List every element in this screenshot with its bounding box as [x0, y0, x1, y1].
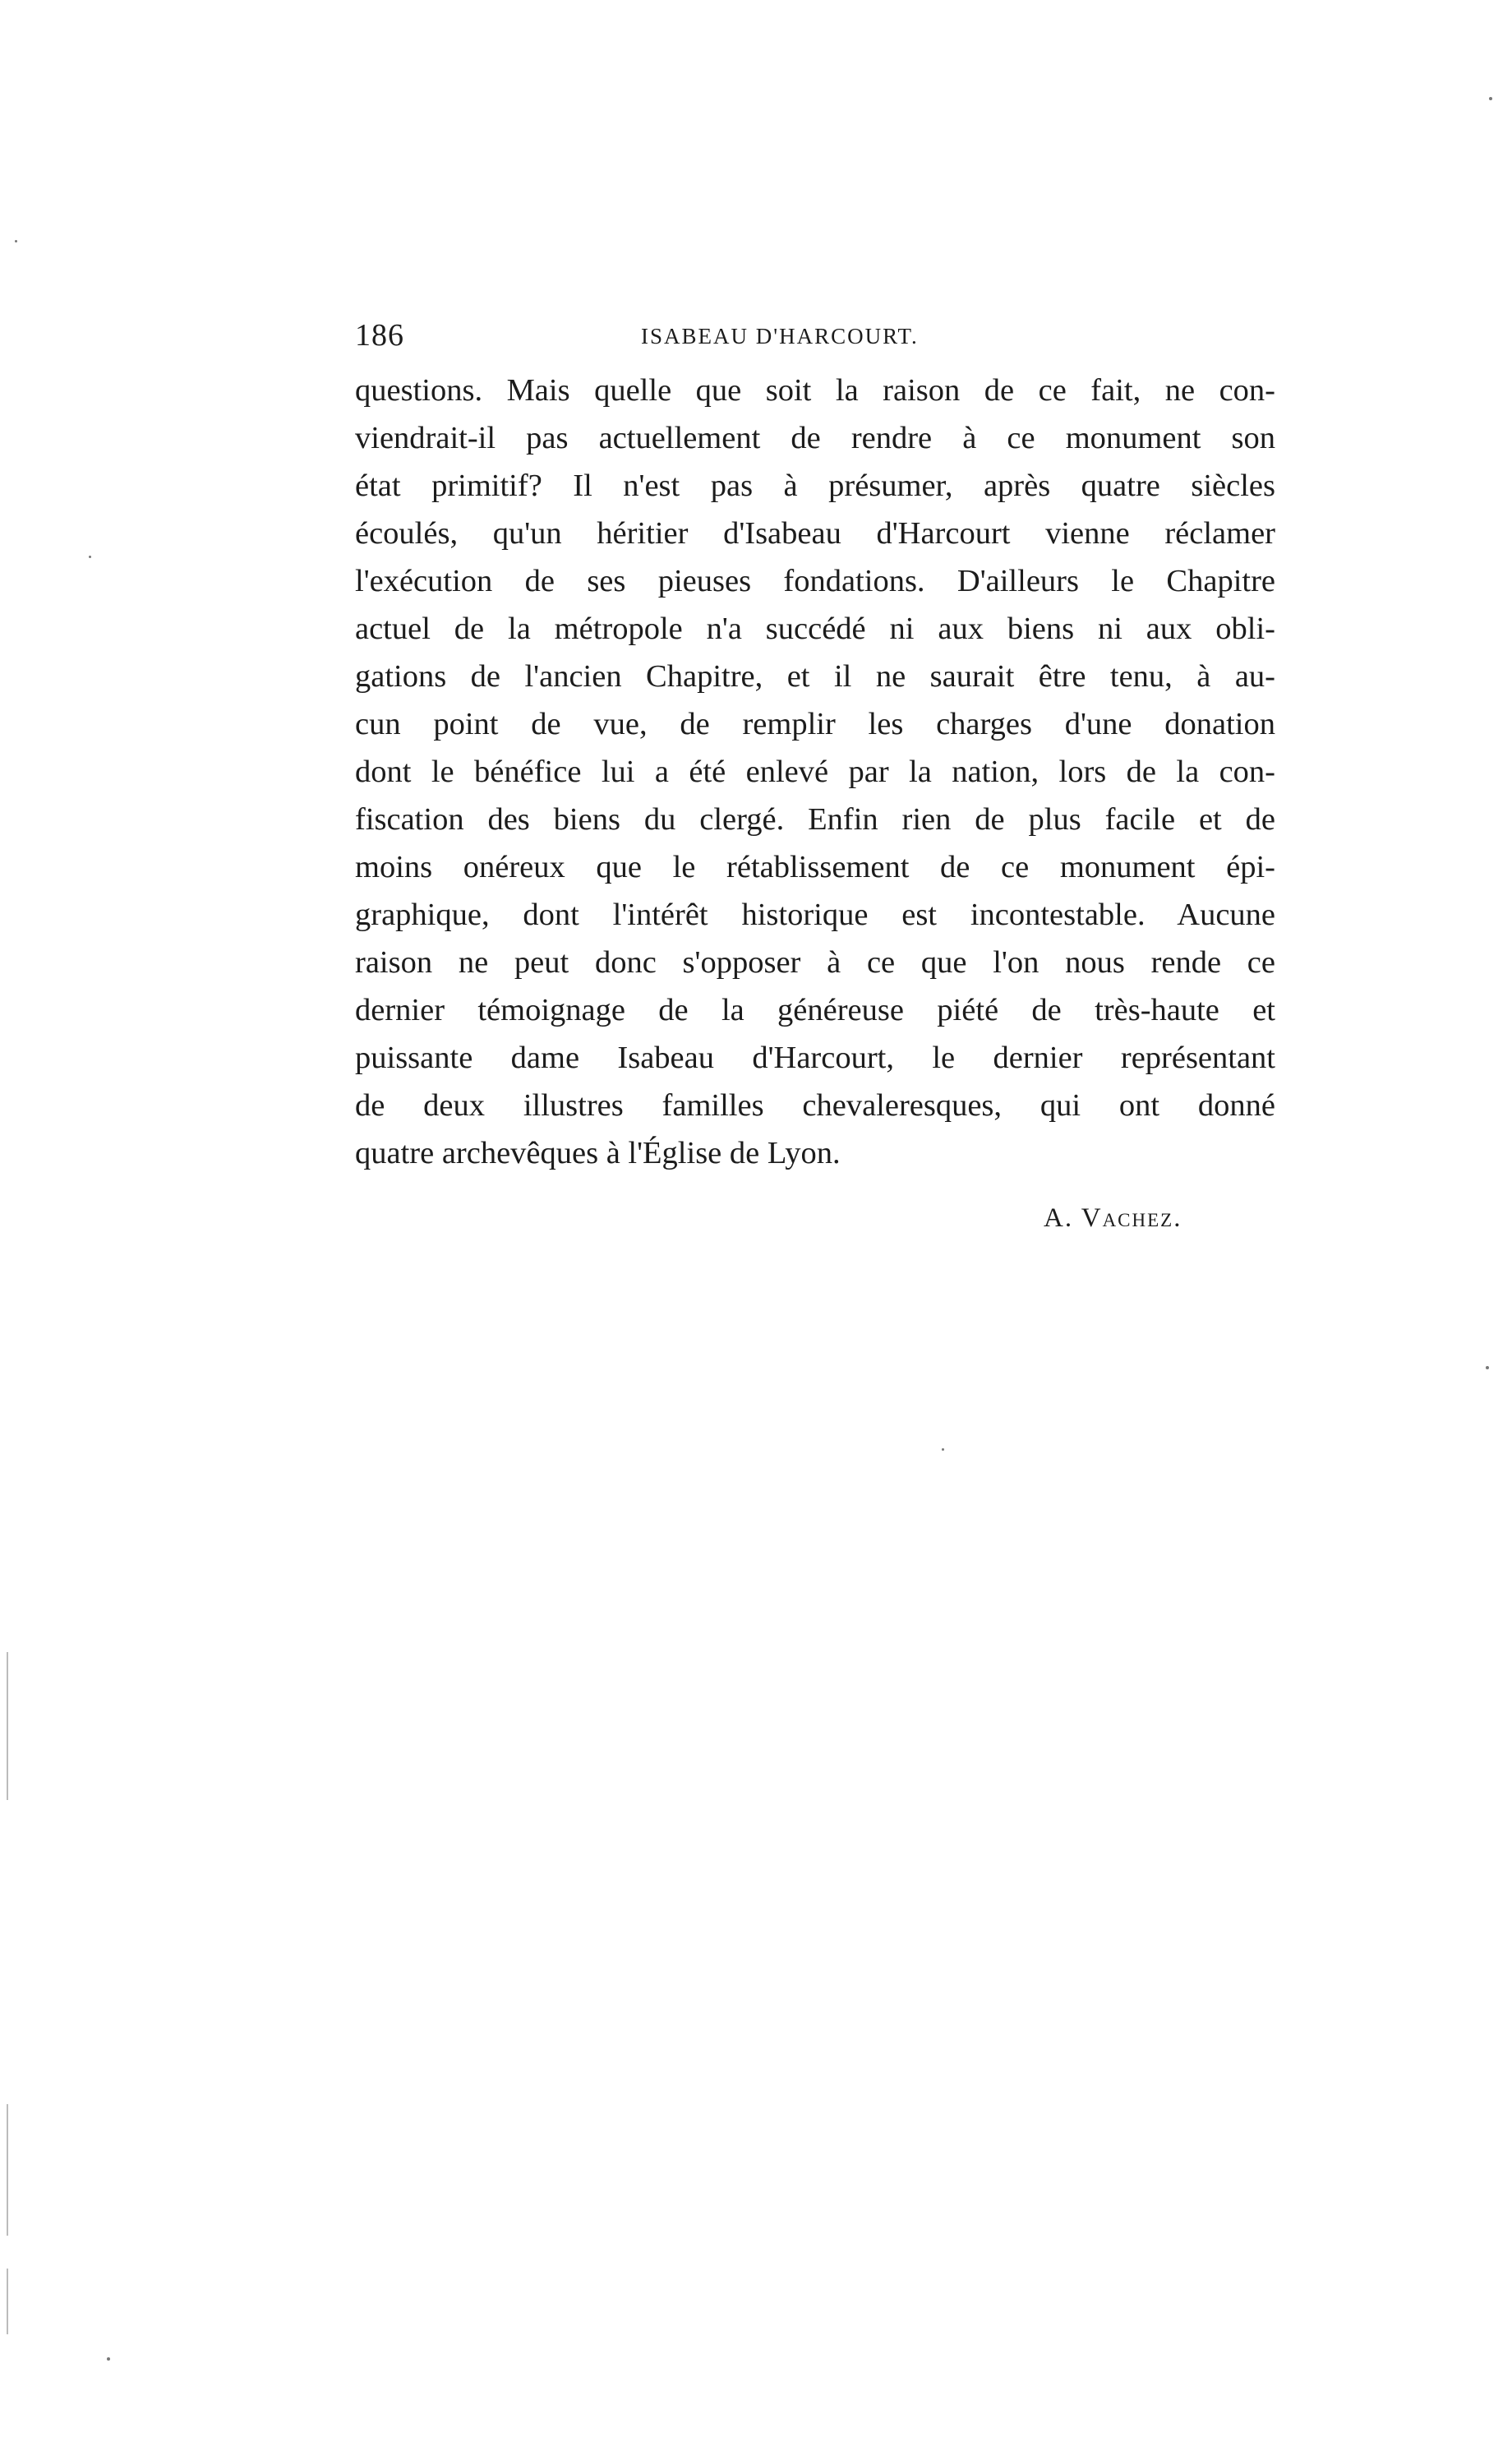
text-line: état primitif? Il n'est pas à présumer, après quatre siècles [355, 469, 1275, 503]
text-line: gations de l'ancien Chapitre, et il ne saurait être tenu, à au- [355, 659, 1275, 694]
scan-speck [1486, 1366, 1489, 1369]
scan-edge-mark [7, 2104, 8, 2236]
page-number: 186 [355, 318, 404, 353]
running-head [355, 317, 1275, 358]
running-title: ISABEAU D'HARCOURT. [641, 324, 919, 348]
text-line: dernier témoignage de la généreuse piété de très-haute et [355, 993, 1275, 1027]
text-line: raison ne peut donc s'opposer à ce que l'on nous rende ce [355, 945, 1275, 980]
text-line: graphique, dont l'intérêt historique est incontestable. Aucune [355, 898, 1275, 932]
text-line: l'exécution de ses pieuses fondations. D'ailleurs le Chapitre [355, 564, 1275, 598]
scan-speck [15, 240, 17, 242]
scan-speck [89, 556, 91, 558]
scan-speck [107, 2357, 110, 2361]
scan-edge-mark [7, 2269, 8, 2334]
text-line: cun point de vue, de remplir les charges d'une donation [355, 707, 1275, 741]
text-line: questions. Mais quelle que soit la raison de ce fait, ne con- [355, 373, 1275, 408]
scan-edge-mark [7, 1652, 8, 1800]
scan-speck [1489, 97, 1492, 100]
text-line: écoulés, qu'un héritier d'Isabeau d'Harcourt vienne réclamer [355, 516, 1275, 551]
text-line: quatre archevêques à l'Église de Lyon. [355, 1136, 841, 1170]
text-line: puissante dame Isabeau d'Harcourt, le dernier représentant [355, 1041, 1275, 1075]
text-line: moins onéreux que le rétablissement de ce monument épi- [355, 850, 1275, 884]
text-line: viendrait-il pas actuellement de rendre à ce monument son [355, 421, 1275, 455]
author-signature: A. Vachez. [1044, 1203, 1182, 1233]
text-line: dont le bénéfice lui a été enlevé par la nation, lors de la con- [355, 755, 1275, 789]
text-line: fiscation des biens du clergé. Enfin rien de plus facile et de [355, 802, 1275, 837]
text-line: actuel de la métropole n'a succédé ni aux biens ni aux obli- [355, 612, 1275, 646]
scan-speck [942, 1448, 944, 1451]
text-line: de deux illustres familles chevaleresques, qui ont donné [355, 1088, 1275, 1123]
body-paragraph [355, 367, 1275, 1177]
